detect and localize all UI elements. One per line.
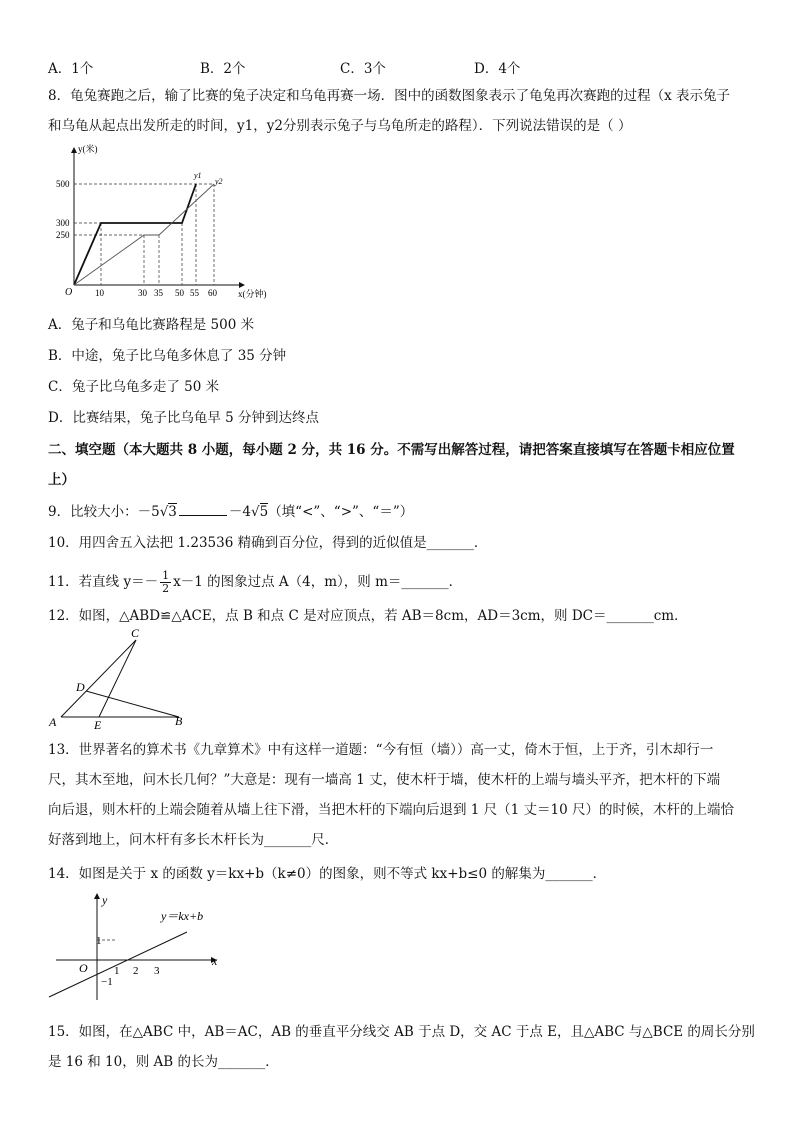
q11-fraction [160,570,171,595]
q7-option-a: A．1个 [48,61,94,77]
q8-xtick-35: 35 [154,288,163,298]
section2-heading-line1: 二、填空题（本大题共 8 小题，每小题 2 分，共 16 分。不需写出解答过程，请把答案直接填写在答题卡相应位置 [48,442,735,458]
q9-radicand-2: 5 [259,504,269,520]
q15-line2: 是 16 和 10，则 AB 的长为_______． [48,1054,279,1070]
q9 [48,502,413,522]
q12-label-b: B [175,714,183,728]
q12-label-c: C [131,626,140,640]
q9-suffix: （填“<”、“>”、“＝”） [268,504,414,520]
q14-xtick-2: 2 [133,965,139,977]
q11-prefix: 11．若直线 y＝－ [48,574,159,590]
q11-suffix: x－1 的图象过点 A（4，m），则 m＝_______． [173,574,463,590]
q10: 10．用四舍五入法把 1.23536 精确到百分位，得到的近似值是_______． [48,535,488,551]
q9-prefix: 9．比较大小：－5 [48,504,160,520]
q13-line4: 好落到地上，问木杆有多长木杆长为_______尺． [48,832,339,848]
sqrt-icon: √ [250,504,260,520]
q12-figure [44,625,204,730]
q14-x-axis-label: x [212,954,218,968]
q13-line1: 13．世界著名的算术书《九章算术》中有这样一道题：“今有恒（墙））高一丈，倚木于恒，上于齐，引木却行一 [48,742,714,758]
q14-line-label: y＝kx+b [161,909,204,923]
q8-origin: O [65,287,73,298]
q9-radicand-1: 3 [168,504,177,520]
q12-label-a: A [49,715,57,729]
q14-function-line [49,932,187,997]
q7-option-b: B．2个 [200,61,246,77]
q8-option-d: D．比赛结果，兔子比乌龟早 5 分钟到达终点 [48,410,319,426]
q8-line-y1 [74,184,196,285]
q8-option-c: C．兔子比乌龟多走了 50 米 [48,379,220,395]
q8-xtick-55: 55 [190,288,199,298]
q13-line2: 尺，其木至地，问木长几何？”大意是：现有一墙高 1 丈，使木杆于墙，使木杆的上端与墙头平齐，把木杆的下端 [48,772,721,788]
q8-ytick-300: 300 [56,218,70,228]
q8-xlabel: x(分钟) [238,289,267,299]
q14-origin: O [79,961,88,975]
q14-ytick-1: 1 [96,935,102,947]
q12-label-e: E [94,718,102,730]
q7-option-c: C．3个 [340,61,386,77]
q11 [48,570,462,595]
q12-label-d: D [76,680,85,694]
q14-graph [44,888,234,1006]
q8-graph [44,140,284,305]
q9-mid: －4 [228,504,251,520]
q8-xtick-60: 60 [208,288,217,298]
section2-heading-line2: 上） [48,472,75,488]
q8-xtick-50: 50 [175,288,184,298]
q11-denominator: 2 [162,582,170,595]
q14-xtick-3: 3 [154,965,160,977]
q14-xtick-1: 1 [114,965,120,977]
q13-line3: 向后退，则木杆的上端会随着从墙上往下滑，当把木杆的下端向后退到 1 尺（1 丈＝10 尺）的时候，木杆的上端恰 [48,802,735,818]
q14: 14．如图是关于 x 的函数 y＝kx+b（k≠0）的图象，则不等式 kx+b≤0 的解集为_______． [48,866,607,882]
q14-y-axis-label: y [102,893,108,907]
q8-line-y2 [74,184,214,285]
q8-line1: 8．龟兔赛跑之后，输了比赛的兔子决定和乌龟再赛一场．图中的函数图象表示了龟兔再次赛跑的过程（x 表示兔子 [48,88,730,104]
q8-option-b: B．中途，兔子比乌龟多休息了 35 分钟 [48,348,287,364]
q8-label-y1: y1 [194,171,202,180]
q12: 12．如图，△ABD≌△ACE，点 B 和点 C 是对应顶点，若 AB＝8cm，AD＝3cm，则 DC＝_______cm． [48,608,688,624]
q8-option-a: A．兔子和乌龟比赛路程是 500 米 [48,317,255,333]
sqrt-icon: √ [159,504,169,520]
q8-ylabel: y(米) [78,144,98,154]
q8-xtick-30: 30 [138,288,147,298]
q7-option-d: D．4个 [474,61,521,77]
q15-line1: 15．如图，在△ABC 中，AB＝AC，AB 的垂直平分线交 AB 于点 D，交 AC 于点 E，且△ABC 与△BCE 的周长分别 [48,1024,755,1040]
q11-numerator: 1 [162,569,170,582]
q8-label-y2: y2 [215,177,223,186]
q14-ytick-neg1: −1 [101,976,113,988]
q8-ytick-250: 250 [56,230,70,240]
q9-blank [179,515,227,516]
q8-line2: 和乌龟从起点出发所走的时间，y1，y2分别表示兔子与乌龟所走的路程）．下列说法错误的是（ ） [48,118,632,134]
q8-ytick-500: 500 [56,179,70,189]
q8-xtick-10: 10 [95,288,104,298]
